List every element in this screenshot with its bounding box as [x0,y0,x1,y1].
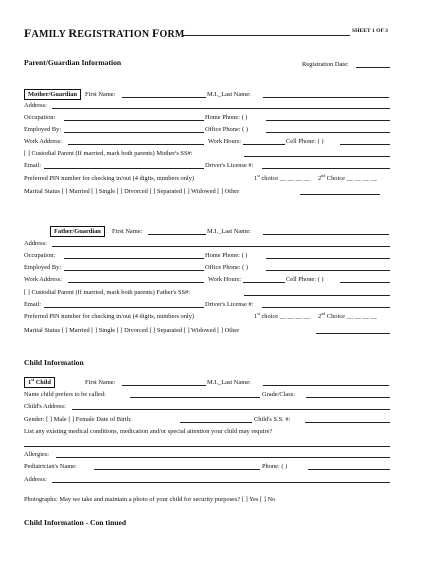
father-custodial-checkbox[interactable]: [ ] Custodial Parent (If married, mark both parents) Father's SS#: [24,289,191,296]
child-allergies-label: Allergies: [24,451,50,458]
child-mi-last-label: M.I._Last Name: [207,379,251,386]
mother-employed-by-field[interactable] [64,132,204,133]
mother-office-phone-field[interactable] [266,132,390,133]
mother-pin-choice-2[interactable]: 2nd Choice __ __ __ __ [318,172,377,182]
father-home-phone-label: Home Phone: ( ) [205,252,248,259]
title-part-orm: ORM [159,29,185,40]
mother-occupation-label: Occupation: [24,114,56,121]
father-work-hours-field[interactable] [243,282,285,283]
first-child-box: 1st Child [24,377,55,388]
father-first-name-field[interactable] [148,234,206,235]
child-prefers-field[interactable] [130,397,260,398]
father-drivers-license-field[interactable] [262,307,390,308]
mother-cell-phone-label: Cell Phone: ( ) [286,138,324,145]
mother-first-name-field[interactable] [122,97,206,98]
child-grade-field[interactable] [306,397,390,398]
father-email-label: Email: [24,301,42,308]
mother-custodial-checkbox[interactable]: [ ] Custodial Parent (If married, mark both parents) Mother's SS#: [24,150,193,157]
mother-employed-by-label: Employed By: [24,126,62,133]
father-cell-phone-field[interactable] [340,282,390,283]
mother-pin-label: Preferred PIN number for checking in/out (4 digits, numbers only) [24,175,195,182]
child-medical-field[interactable] [24,446,390,447]
title-part-egistration: EGISTRATION [77,29,152,40]
father-marital-other-field[interactable] [316,333,390,334]
mother-address-field[interactable] [52,108,390,109]
child-section-title: Child Information [24,358,84,367]
mother-ss-field[interactable] [244,156,390,157]
pediatrician-phone-field[interactable] [308,469,390,470]
father-pin-choice-2[interactable]: 2nd Choice __ __ __ __ [318,310,377,320]
mother-first-name-label: First Name: [85,91,116,98]
child-ss-label: Child's S.S. #: [254,416,291,423]
father-drivers-license-label: Driver's License #: [205,301,254,308]
child-first-name-label: First Name: [85,379,116,386]
child-last-name-field[interactable] [263,385,389,386]
parent-section-title: Parent/Guardian Information [24,58,122,67]
father-guardian-box: Father/Guardian [50,226,105,237]
father-last-name-field[interactable] [263,234,389,235]
child-medical-label: List any existing medical conditions, medication and/or special attention your child may require? [24,428,273,435]
mother-email-label: Email: [24,162,42,169]
title-letter-r: R [68,26,78,40]
mother-work-address-label: Work Address: [24,138,63,145]
pediatrician-phone-label: Phone: ( ) [262,463,288,470]
mother-work-address-field[interactable] [68,144,204,145]
father-marital-status[interactable]: Marital Status [ ] Married [ ] Single [ ] Divorced [ ] Separated [ ] Widowed [ ] Other [24,327,240,334]
mother-last-name-field[interactable] [263,97,389,98]
father-office-phone-field[interactable] [266,270,390,271]
pediatrician-name-field[interactable] [94,469,260,470]
mother-occupation-field[interactable] [64,120,204,121]
mother-mi-last-label: M.I._Last Name: [207,91,251,98]
father-office-phone-label: Office Phone: ( ) [205,264,249,271]
mother-drivers-license-field[interactable] [262,168,390,169]
mother-drivers-license-label: Driver's License #: [205,162,254,169]
father-mi-last-label: M.I._Last Name: [207,228,251,235]
mother-work-hours-field[interactable] [243,144,285,145]
title-letter-f2: F [152,26,160,40]
father-address-label: Address: [24,240,47,247]
mother-pin-choice-1[interactable]: 1st choice __ __ __ __ [254,172,311,182]
child-continued-title: Child Information - Con tinued [24,518,127,527]
child-address-label: Child's Address: [24,403,66,410]
pediatrician-name-label: Pediatrician's Name: [24,463,77,470]
mother-home-phone-field[interactable] [266,120,390,121]
father-email-field[interactable] [44,307,204,308]
mother-marital-other-field[interactable] [300,194,380,195]
child-grade-label: Grade/Class: [262,391,296,398]
child-gender-dob[interactable]: Gender: [ ] Male [ ] Female Date of Birth: [24,416,132,423]
child-address-field[interactable] [72,409,390,410]
child-prefers-label: Name child prefers to be called: [24,391,106,398]
child-ss-field[interactable] [305,422,390,423]
child-allergies-field[interactable] [56,457,390,458]
pediatrician-address-field[interactable] [52,482,390,483]
father-first-name-label: First Name: [112,228,143,235]
child-dob-field[interactable] [180,422,252,423]
father-employed-by-field[interactable] [64,270,204,271]
father-ss-field[interactable] [244,295,390,296]
father-work-address-label: Work Address: [24,276,63,283]
mother-work-hours-label: Work Hours: [208,138,242,145]
title-part-amily: AMILY [31,29,69,40]
mother-office-phone-label: Office Phone: ( ) [205,126,249,133]
mother-home-phone-label: Home Phone: ( ) [205,114,248,121]
form-title [24,26,185,41]
father-cell-phone-label: Cell Phone: ( ) [286,276,324,283]
title-letter-f: F [24,26,32,40]
father-pin-choice-1[interactable]: 1st choice __ __ __ __ [254,310,311,320]
mother-guardian-box: Mother/Guardian [24,89,81,100]
registration-date-label: Registration Date: [302,61,349,68]
photographs-consent[interactable]: Photographs: May we take and maintain a photo of your child for security purposes? [ ] Yes [ ] No [24,496,276,503]
mother-email-field[interactable] [44,168,204,169]
father-address-field[interactable] [52,246,390,247]
sheet-label: SHEET 1 OF 3 [352,28,388,34]
mother-marital-status[interactable]: Marital Status [ ] Married [ ] Single [ ] Divorced [ ] Separated [ ] Widowed [ ] Other [24,188,240,195]
mother-cell-phone-field[interactable] [340,144,390,145]
father-work-address-field[interactable] [68,282,204,283]
father-home-phone-field[interactable] [266,258,390,259]
father-occupation-field[interactable] [64,258,204,259]
title-rule [182,35,350,36]
pediatrician-address-label: Address: [24,476,47,483]
father-pin-label: Preferred PIN number for checking in/out (4 digits, numbers only) [24,313,195,320]
mother-address-label: Address: [24,102,47,109]
registration-date-field[interactable] [356,67,390,68]
father-work-hours-label: Work Hours: [208,276,242,283]
father-employed-by-label: Employed By: [24,264,62,271]
child-first-name-field[interactable] [122,385,206,386]
father-occupation-label: Occupation: [24,252,56,259]
